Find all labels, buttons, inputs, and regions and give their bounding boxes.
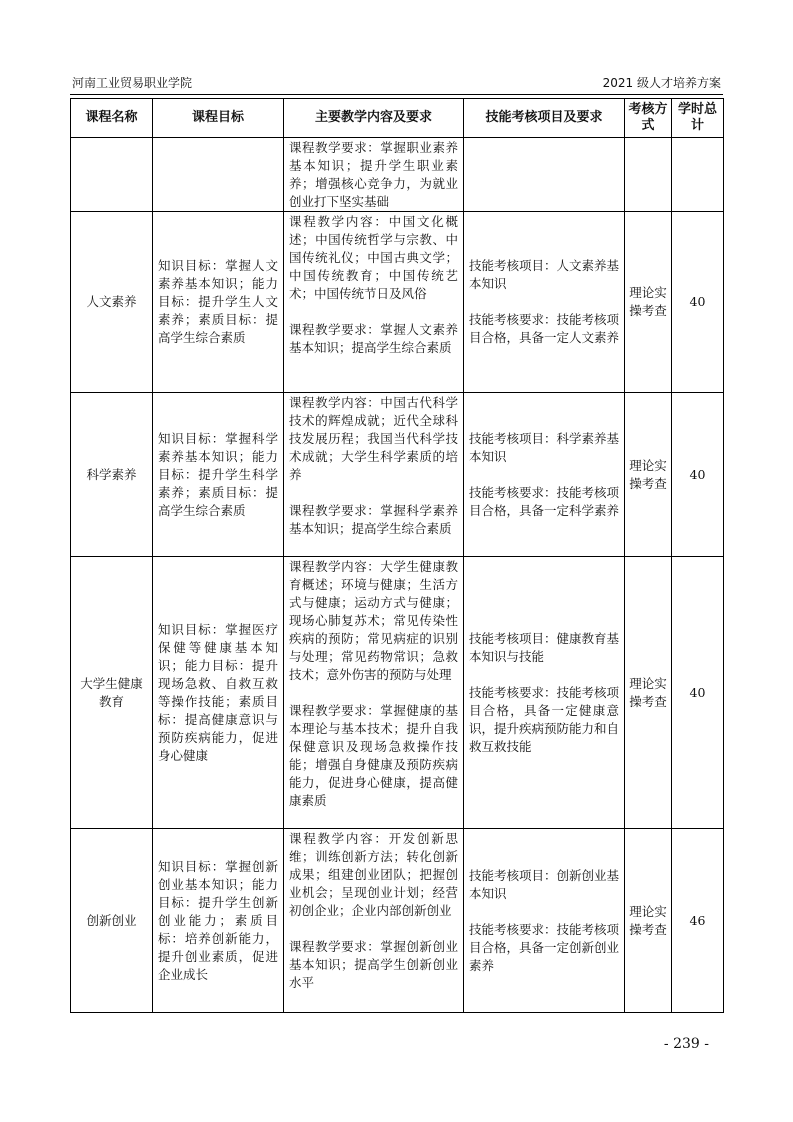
skill-requirement-text: 技能考核要求：技能考核项目合格，具备一定人文素养 (469, 312, 620, 345)
content-text: 课程教学内容：中国文化概述；中国传统哲学与宗教、中国传统礼仪；中国古典文学；中国传统教育；中国传统艺术；中国传统节日及风俗 (289, 214, 458, 301)
cell-content (284, 393, 464, 557)
column-header-objectives: 课程目标 (153, 99, 284, 138)
cell-total-hours: 40 (672, 557, 724, 829)
table-row (71, 393, 724, 557)
cell-course-name: 创新创业 (71, 829, 153, 1013)
cell-content (284, 212, 464, 393)
table-row-continuation (71, 138, 724, 212)
content-text: 课程教学内容：大学生健康教育概述；环境与健康；生活方式与健康；运动方式与健康；现场心肺复苏术；常见传染性疾病的预防；常见病症的识别与处理；常见药物常识；急救技术；意外伤害的预防与处理 (289, 559, 458, 682)
cell-total-hours: 46 (672, 829, 724, 1013)
cell-course-name: 人文素养 (71, 212, 153, 393)
cell-skill-assessment (464, 212, 625, 393)
cell-empty (153, 138, 284, 212)
cell-assessment-method: 理论实操考查 (625, 829, 672, 1013)
cell-content (284, 557, 464, 829)
cell-objectives: 知识目标：掌握医疗保健等健康基本知识；能力目标：提升现场急救、自救互救等操作技能；素质目标：提高健康意识与预防疾病能力，促进身心健康 (153, 557, 284, 829)
cell-total-hours: 40 (672, 212, 724, 393)
cell-empty (71, 138, 153, 212)
requirement-text: 课程教学要求：掌握科学素养基本知识；提高学生综合素质 (289, 503, 458, 536)
cell-objectives: 知识目标：掌握科学素养基本知识；能力目标：提升学生科学素养；素质目标：提高学生综合素质 (153, 393, 284, 557)
cell-empty (625, 138, 672, 212)
header-document-title: 2021 级人才培养方案 (602, 76, 721, 90)
column-header-skill-assessment: 技能考核项目及要求 (464, 99, 625, 138)
cell-empty (464, 138, 625, 212)
skill-requirement-text: 技能考核要求：技能考核项目合格，具备一定科学素养 (469, 484, 620, 518)
cell-course-name: 科学素养 (71, 393, 153, 557)
cell-objectives: 知识目标：掌握人文素养基本知识；能力目标：提升学生人文素养；素质目标：提高学生综合素质 (153, 212, 284, 393)
cell-content (284, 829, 464, 1013)
cell-objectives: 知识目标：掌握创新创业基本知识；能力目标：提升学生创新创业能力；素质目标：培养创新能力，提升创业素质，促进企业成长 (153, 829, 284, 1013)
cell-skill-assessment (464, 829, 625, 1013)
column-header-content: 主要教学内容及要求 (284, 99, 464, 138)
column-header-course-name: 课程名称 (71, 99, 153, 138)
cell-assessment-method: 理论实操考查 (625, 557, 672, 829)
cell-skill-assessment (464, 393, 625, 557)
skill-requirement-text: 技能考核要求：技能考核项目合格，具备一定健康意识，提升疾病预防能力和自救互救技能 (469, 684, 620, 754)
requirement-text: 课程教学要求：掌握创新创业基本知识；提高学生创新创业水平 (289, 939, 458, 990)
cell-course-name: 大学生健康教育 (71, 557, 153, 829)
table-header-row (71, 99, 724, 138)
page-number: - 239 - (663, 1036, 709, 1052)
skill-item-text: 技能考核项目：创新创业基本知识 (469, 867, 620, 901)
header-divider (70, 94, 723, 95)
requirement-text: 课程教学要求：掌握职业素养基本知识；提升学生职业素养；增强核心竞争力，为就业创业打下坚实基础 (289, 140, 458, 209)
skill-item-text: 技能考核项目：科学素养基本知识 (469, 430, 620, 464)
table-row (71, 212, 724, 393)
cell-assessment-method: 理论实操考查 (625, 212, 672, 393)
requirement-text: 课程教学要求：掌握健康的基本理论与基本技术；提升自我保健意识及现场急救操作技能；增强自身健康及预防疾病能力，促进身心健康，提高健康素质 (289, 703, 458, 808)
content-text: 课程教学内容：中国古代科学技术的辉煌成就；近代全球科技发展历程；我国当代科学技术成就；大学生科学素质的培养 (289, 395, 458, 482)
cell-empty (672, 138, 724, 212)
curriculum-table (70, 98, 724, 1013)
requirement-text: 课程教学要求：掌握人文素养基本知识；提高学生综合素质 (289, 322, 458, 355)
cell-content (284, 138, 464, 212)
skill-requirement-text: 技能考核要求：技能考核项目合格，具备一定创新创业素养 (469, 921, 620, 973)
cell-total-hours: 40 (672, 393, 724, 557)
table-row (71, 829, 724, 1013)
cell-assessment-method: 理论实操考查 (625, 393, 672, 557)
column-header-total-hours: 学时总计 (672, 99, 724, 138)
table-row (71, 557, 724, 829)
column-header-assessment-method: 考核方式 (625, 99, 672, 138)
content-text: 课程教学内容：开发创新思维；训练创新方法；转化创新成果；组建创业团队；把握创业机会；呈现创业计划；经营初创企业；企业内部创新创业 (289, 831, 458, 918)
cell-skill-assessment (464, 557, 625, 829)
skill-item-text: 技能考核项目：健康教育基本知识与技能 (469, 630, 620, 664)
header-school-name: 河南工业贸易职业学院 (72, 76, 193, 90)
skill-item-text: 技能考核项目：人文素养基本知识 (469, 258, 620, 291)
